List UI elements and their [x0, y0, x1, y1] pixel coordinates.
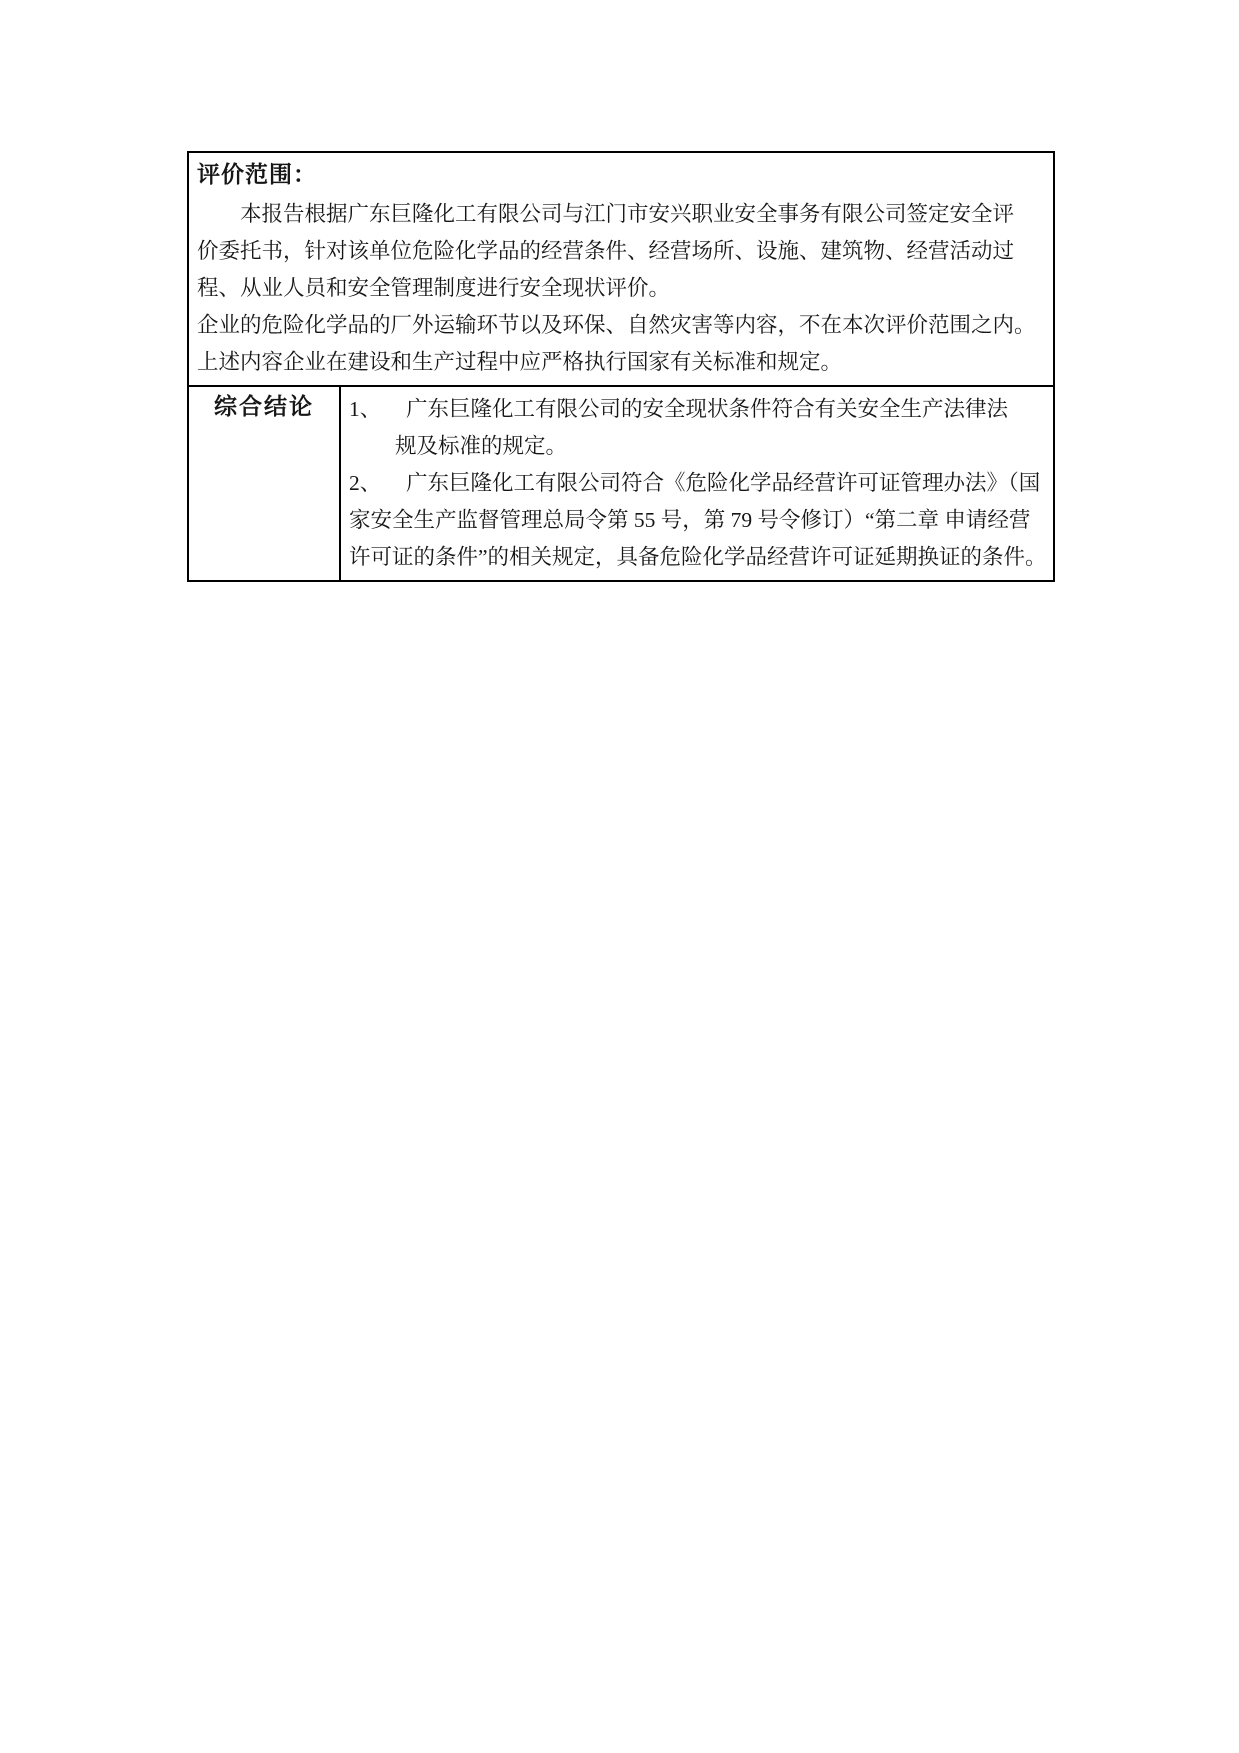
paragraph-line: 企业的危险化学品的厂外运输环节以及环保、自然灾害等内容，不在本次评价范围之内。: [197, 313, 1036, 337]
scope-row: [188, 152, 1054, 386]
list-item-line: 许可证的条件”的相关规定，具备危险化学品经营许可证延期换证的条件。: [349, 545, 1047, 569]
list-item-text: 广东巨隆化工有限公司的安全现状条件符合有关安全生产法律法: [406, 397, 1009, 421]
list-item-line: 家安全生产监督管理总局令第 55 号，第 79 号令修订）“第二章 申请经营: [349, 508, 1031, 532]
conclusion-row: [188, 386, 1054, 581]
scope-paragraph-2: [197, 307, 1045, 381]
paragraph-line: 上述内容企业在建设和生产过程中应严格执行国家有关标准和规定。: [197, 350, 843, 374]
list-item-text: 广东巨隆化工有限公司符合《危险化学品经营许可证管理办法》（国: [406, 471, 1041, 495]
scope-title: 评价范围：: [197, 162, 317, 187]
conclusion-label: 综合结论: [214, 394, 314, 419]
list-item-line: 规及标准的规定。: [395, 434, 568, 458]
scope-cell: [188, 152, 1054, 386]
conclusion-body-cell: [340, 386, 1054, 581]
paragraph-line: 程、从业人员和安全管理制度进行安全现状评价。: [197, 276, 671, 300]
scope-paragraph-1: [197, 196, 1045, 307]
list-item-number: 1、: [349, 397, 382, 421]
list-item-number: 2、: [349, 471, 382, 495]
assessment-summary-table: [187, 151, 1055, 582]
list-item-first-line: [349, 465, 1047, 502]
conclusion-label-cell: [188, 386, 340, 581]
paragraph-line: 价委托书，针对该单位危险化学品的经营条件、经营场所、设施、建筑物、经营活动过: [197, 239, 1015, 263]
list-item-first-line: [349, 391, 1047, 428]
paragraph-line: 本报告根据广东巨隆化工有限公司与江门市安兴职业安全事务有限公司签定安全评: [240, 202, 1015, 226]
